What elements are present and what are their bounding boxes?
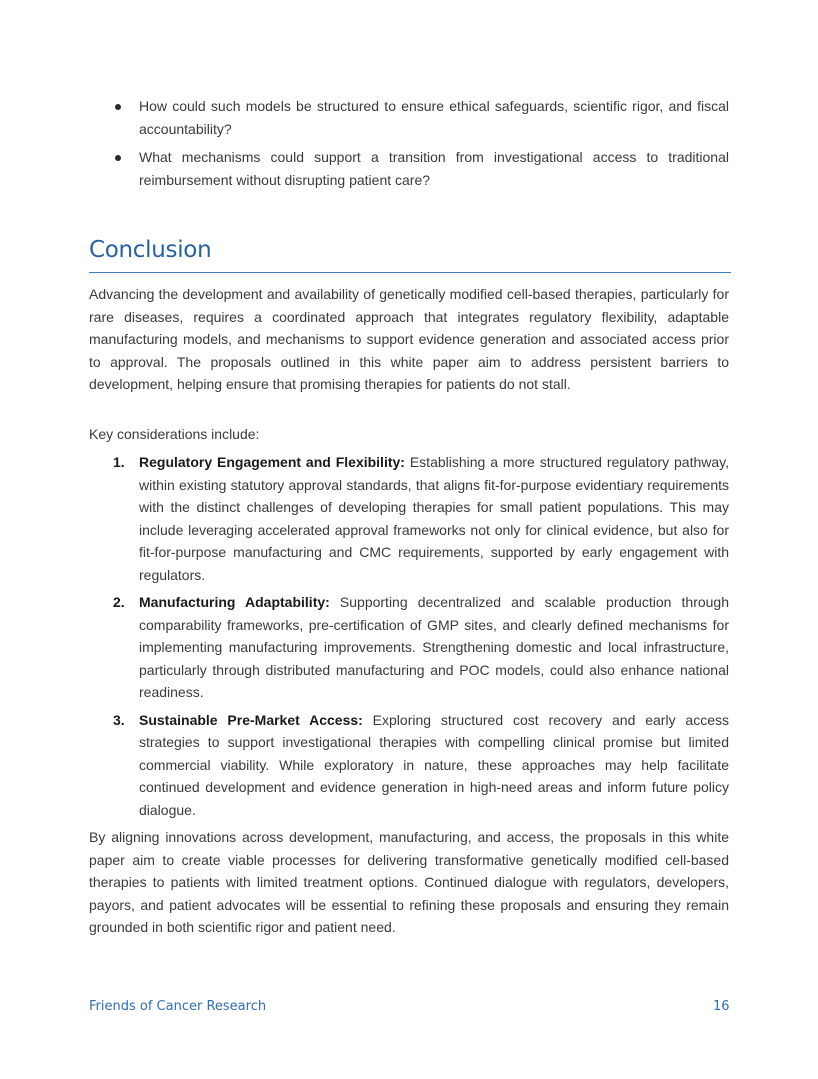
footer-org-name: Friends of Cancer Research: [89, 999, 267, 1014]
item-text: Establishing a more structured regulatory pathway, within existing statutory approval standards, that aligns fit-for-purpose evidentiary requirements with the distinct challenges of developing therapies for small patient populations. This may include leveraging accelerated approval frameworks not only for clinical evidence, but also for fit-for-purpose manufacturing and CMC requirements, supported by early engagement with regulators.: [139, 454, 729, 583]
list-item: [89, 709, 729, 822]
bullet-text: How could such models be structured to ensure ethical safeguards, scientific rigor, and fiscal accountability?: [139, 98, 729, 137]
item-text: Exploring structured cost recovery and early access strategies to support investigational therapies with compelling clinical promise but limited commercial viability. While exploratory in nature, these approaches may help facilitate continued development and evidence generation in high-need areas and inform future policy dialogue.: [139, 711, 729, 818]
item-number: 1.: [113, 454, 125, 470]
item-term: Manufacturing Adaptability:: [139, 594, 330, 610]
list-item: [89, 451, 729, 586]
list-item: [89, 591, 729, 704]
considerations-list: [89, 451, 729, 826]
closing-paragraph: By aligning innovations across development, manufacturing, and access, the proposals in this white paper aim to create viable processes for delivering transformative genetically modified cell-based therapies to patients with limited treatment options. Continued dialogue with regulators, developers, payors, and patient advocates will be essential to refining these proposals and ensuring they remain grounded in both scientific rigor and patient need.: [89, 829, 729, 935]
list-item: [89, 95, 729, 140]
item-text: Supporting decentralized and scalable production through comparability frameworks, pre-certification of GMP sites, and clearly defined mechanisms for implementing manufacturing improvements. Strengthening domestic and local infrastructure, particularly through distributed manufacturing and POC models, could also enhance national readiness.: [139, 594, 729, 700]
question-list: [89, 95, 729, 197]
item-number: 3.: [113, 711, 125, 728]
bullet-dot-icon: [115, 155, 121, 161]
intro-paragraph: Advancing the development and availability of genetically modified cell-based therapies, particularly for rare diseases, requires a coordinated approach that integrates regulatory flexibility, adaptable manufacturing models, and mechanisms to support evidence generation and associated access prior to approval. The proposals outlined in this white paper aim to address persistent barriers to development, helping ensure that promising therapies for patients do not stall.: [89, 286, 729, 392]
heading-divider: [89, 272, 731, 273]
item-number: 2.: [113, 594, 125, 610]
key-considerations-label: Key considerations include:: [89, 426, 260, 442]
item-term: Sustainable Pre-Market Access:: [139, 711, 363, 728]
bullet-text: What mechanisms could support a transition from investigational access to traditional reimbursement without disrupting patient care?: [139, 149, 729, 188]
list-item: [89, 146, 729, 191]
page-number: 16: [713, 999, 730, 1014]
section-heading: Conclusion: [89, 237, 212, 263]
item-term: Regulatory Engagement and Flexibility:: [139, 454, 405, 470]
bullet-dot-icon: [115, 104, 121, 110]
